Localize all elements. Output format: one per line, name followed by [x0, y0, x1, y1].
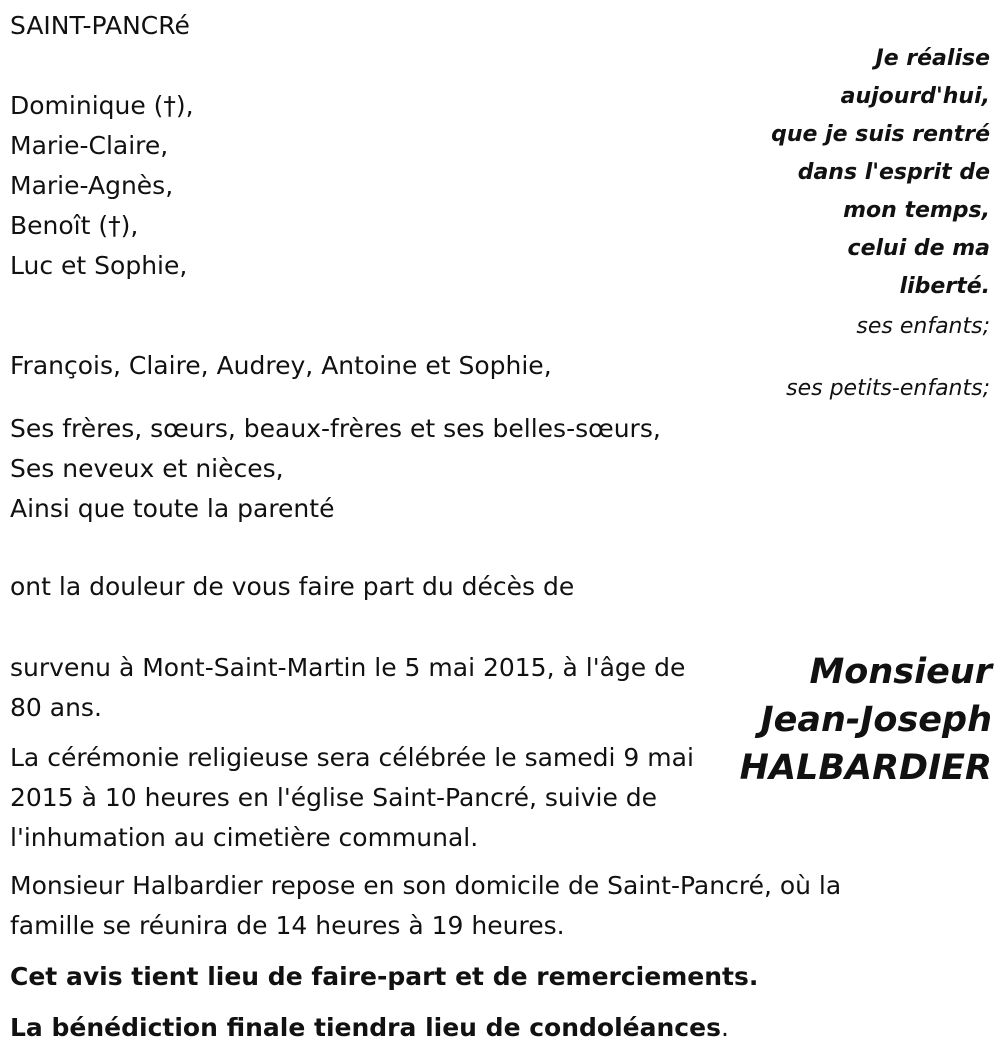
quote-line: dans l'esprit de: [797, 160, 990, 185]
child-name: Marie-Agnès,: [10, 171, 174, 200]
child-name: Dominique (†),: [10, 91, 194, 120]
child-name: Luc et Sophie,: [10, 251, 188, 280]
notice-condolences: [10, 1008, 729, 1048]
quote-line: que je suis rentré: [771, 122, 990, 147]
child-name: Benoît (†),: [10, 211, 139, 240]
announcement-text: ont la douleur de vous faire part du décès de: [10, 572, 575, 601]
family-line: Ses frères, sœurs, beaux-frères et ses belles-sœurs,: [10, 414, 661, 443]
quote-line: mon temps,: [843, 198, 990, 223]
quote-line: Je réalise: [875, 46, 990, 71]
death-line: survenu à Mont-Saint-Martin le 5 mai 2015, à l'âge de: [10, 653, 686, 682]
visitation-line: famille se réunira de 14 heures à 19 heures.: [10, 911, 565, 940]
locality-heading: SAINT-PANCRé: [10, 11, 190, 40]
family-list: [10, 409, 661, 529]
visitation-details: [10, 866, 841, 946]
deceased-first-name: Jean-Joseph: [760, 700, 992, 740]
visitation-line: Monsieur Halbardier repose en son domicile de Saint-Pancré, où la: [10, 871, 842, 900]
death-details: [10, 648, 685, 728]
family-line: Ses neveux et nièces,: [10, 454, 284, 483]
quote-line: aujourd'hui,: [840, 84, 990, 109]
children-relation: ses enfants;: [856, 314, 990, 339]
notice-condolences-text: La bénédiction finale tiendra lieu de condoléances: [10, 1013, 721, 1042]
notice-acknowledgement: Cet avis tient lieu de faire-part et de remerciements.: [10, 962, 759, 991]
grandchildren-list: François, Claire, Audrey, Antoine et Sophie,: [10, 351, 552, 380]
ceremony-details: [10, 738, 694, 858]
death-line: 80 ans.: [10, 693, 102, 722]
family-line: Ainsi que toute la parenté: [10, 494, 335, 523]
deceased-name: [740, 648, 992, 792]
quote-line: celui de ma: [847, 236, 990, 261]
ceremony-line: 2015 à 10 heures en l'église Saint-Pancré, suivie de: [10, 783, 658, 812]
epitaph-quote: [771, 40, 990, 306]
quote-line: liberté.: [899, 274, 990, 299]
notice-condolences-period: .: [720, 1013, 729, 1042]
children-list: [10, 86, 194, 286]
deceased-surname: HALBARDIER: [739, 748, 992, 788]
deceased-title: Monsieur: [809, 652, 992, 692]
grandchildren-relation: ses petits-enfants;: [786, 376, 990, 401]
ceremony-line: La cérémonie religieuse sera célébrée le samedi 9 mai: [10, 743, 694, 772]
ceremony-line: l'inhumation au cimetière communal.: [10, 823, 479, 852]
child-name: Marie-Claire,: [10, 131, 169, 160]
